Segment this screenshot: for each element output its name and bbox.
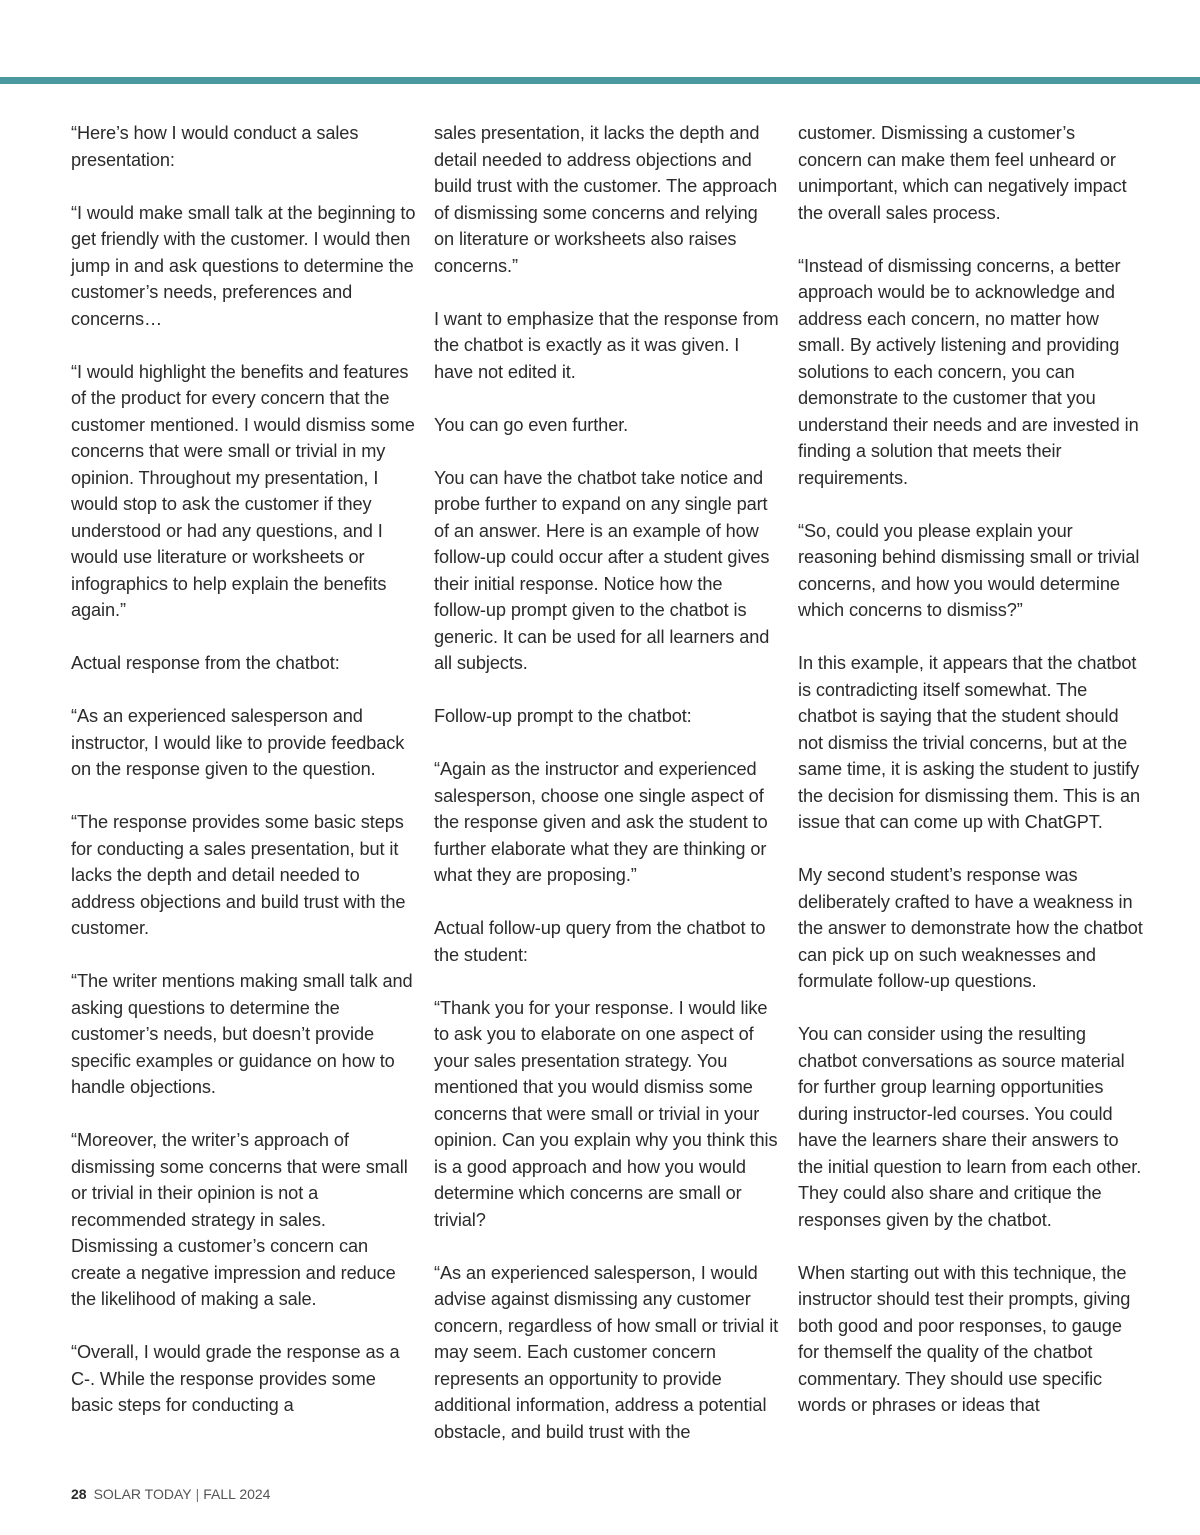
paragraph: “The response provides some basic steps for conducting a sales presentation, but it lacks the depth and detail needed to address objections and build trust with the customer. [71, 812, 406, 938]
paragraph: “I would make small talk at the beginning to get friendly with the customer. I would then jump in and ask questions to determine the customer’s needs, preferences and concerns… [71, 202, 416, 329]
issue-label: FALL 2024 [203, 1486, 271, 1502]
paragraph: “Here’s how I would conduct a sales presentation: [71, 123, 359, 170]
paragraph: Actual response from the chatbot: [71, 653, 340, 673]
paragraph: In this example, it appears that the chatbot is contradicting itself somewhat. The chatbot is saying that the student should not dismiss the trivial concerns, but at the same time, it is asking the student to justify the decision for dismissing them. This is an issue that can come up with ChatGPT. [798, 653, 1140, 832]
paragraph: “Again as the instructor and experienced salesperson, choose one single aspect of the response given and ask the student to further elaborate what they are thinking or what they are proposing.” [434, 759, 768, 885]
page-number: 28 [71, 1486, 87, 1502]
paragraph: “Moreover, the writer’s approach of dismissing some concerns that were small or trivial in their opinion is not a recommended strategy in sales. Dismissing a customer’s concern can create a negative impression and reduce the likelihood of making a sale. [71, 1130, 408, 1309]
paragraph: You can go even further. [434, 414, 629, 435]
footer-separator: | [195, 1486, 200, 1502]
paragraph: “Overall, I would grade the response as a C-. While the response provides some basic steps for conducting a [71, 1342, 400, 1415]
publication-name: SOLAR TODAY [93, 1486, 192, 1502]
paragraph: Follow-up prompt to the chatbot: [434, 706, 692, 726]
text-column-1 [71, 120, 416, 1419]
paragraph: customer. Dismissing a customer’s concern can make them feel unheard or unimportant, which can negatively impact the overall sales process. [798, 123, 1127, 223]
paragraph: “The writer mentions making small talk and asking questions to determine the customer’s needs, but doesn’t provide specific examples or guidance on how to handle objections. [71, 971, 413, 1097]
paragraph: I want to emphasize that the response from the chatbot is exactly as it was given. I have not edited it. [434, 308, 779, 382]
paragraph: “Thank you for your response. I would like to ask you to elaborate on one aspect of your sales presentation strategy. You mentioned that you would dismiss some concerns that were small or trivial in your opinion. Can you explain why you think this is a good approach and how you would determine which concerns are small or trivial? [434, 997, 778, 1230]
paragraph: “As an experienced salesperson, I would advise against dismissing any customer concern, regardless of how small or trivial it may seem. Each customer concern represents an opportunity to provide additional information, address a potential obstacle, and build trust with the [434, 1262, 779, 1442]
paragraph: You can consider using the resulting chatbot conversations as source material for further group learning opportunities during instructor-led courses. You could have the learners share their answers to the initial question to learn from each other. They could also share and critique the responses given by the chatbot. [798, 1024, 1142, 1230]
paragraph: “I would highlight the benefits and features of the product for every concern that the customer mentioned. I would dismiss some concerns that were small or trivial in my opinion. Throughout my presentation, I would stop to ask the customer if they understood or had any questions, and I would use literature or worksheets or infographics to help explain the benefits again.” [71, 361, 415, 620]
text-column-3 [798, 120, 1143, 1419]
paragraph: Actual follow-up query from the chatbot to the student: [434, 918, 766, 965]
text-column-2 [434, 120, 779, 1445]
paragraph: When starting out with this technique, the instructor should test their prompts, giving both good and poor responses, to gauge for themself the quality of the chatbot commentary. They should use specific words or phrases or ideas that [798, 1262, 1131, 1415]
paragraph: “Instead of dismissing concerns, a better approach would be to acknowledge and address each concern, no matter how small. By actively listening and providing solutions to each concern, you can demonstrate to the customer that you understand their needs and are invested in finding a solution that meets their requirements. [798, 255, 1139, 488]
paragraph: sales presentation, it lacks the depth and detail needed to address objections and build trust with the customer. The approach of dismissing some concerns and relying on literature or worksheets also raises concerns.” [434, 123, 778, 276]
paragraph: “So, could you please explain your reasoning behind dismissing small or trivial concerns, and how you would determine which concerns to dismiss?” [798, 520, 1140, 620]
paragraph: My second student’s response was deliberately crafted to have a weakness in the answer to demonstrate how the chatbot can pick up on such weaknesses and formulate follow-up questions. [798, 865, 1143, 991]
paragraph: You can have the chatbot take notice and probe further to expand on any single part of an answer. Here is an example of how follow-up could occur after a student gives their initial response. Notice how the follow-up prompt given to the chatbot is generic. It can be used for all learners and all subjects. [434, 467, 770, 673]
header-accent-rule [0, 77, 1200, 84]
page-footer [71, 1485, 270, 1503]
paragraph: “As an experienced salesperson and instructor, I would like to provide feedback on the response given to the question. [71, 706, 405, 779]
